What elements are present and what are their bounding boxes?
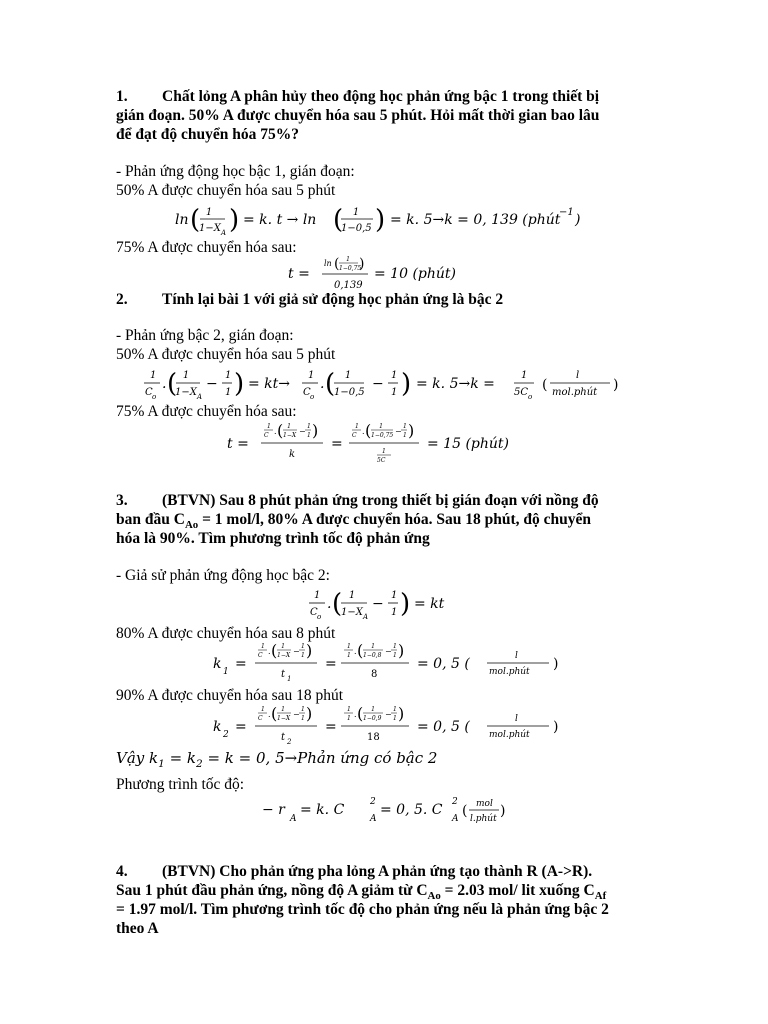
svg-text:.: . [362, 427, 365, 436]
svg-text:): ) [306, 704, 313, 723]
svg-text:1: 1 [281, 643, 285, 650]
svg-text:−: − [385, 710, 392, 719]
svg-text:1: 1 [371, 706, 375, 713]
svg-text:1: 1 [403, 432, 407, 439]
t-denominator: 0,139 [334, 280, 363, 291]
svg-text:1: 1 [347, 643, 351, 650]
svg-text:1−X: 1−X [341, 607, 363, 618]
problem-3-conclusion: Vậy $k_1 = k_2 = k = 0$, 5→Phản ứng có bậc 2 [116, 749, 438, 770]
svg-text:1: 1 [223, 667, 229, 677]
svg-text:1: 1 [281, 706, 285, 713]
problem-3-solution-intro: - Giả sử phản ứng động học bậc 2: [116, 567, 330, 584]
eq-rate-rhs: = kt [414, 596, 445, 612]
frac-num: 1 [205, 207, 213, 218]
svg-text:2: 2 [287, 738, 292, 746]
svg-text:): ) [312, 421, 319, 440]
problem-3-question-line-3: hóa là 90%. Tìm phương trình tốc độ phản ứng [116, 530, 430, 547]
svg-text:=: = [325, 719, 337, 735]
problem-4-question-line-4: theo A [116, 920, 159, 937]
svg-text:.: . [354, 710, 357, 719]
svg-text:−: − [293, 647, 300, 656]
svg-text:−: − [372, 376, 384, 392]
problem-1-question-line-2: gián đoạn. 50% A được chuyển hóa sau 5 phút. Hỏi mất thời gian bao lâu [116, 107, 600, 124]
svg-text:1: 1 [225, 370, 232, 381]
svg-text:1: 1 [347, 715, 351, 722]
svg-text:l: l [576, 370, 580, 381]
svg-text:1: 1 [261, 643, 265, 650]
eq-mid: = k. t → ln [243, 212, 317, 228]
svg-text:−: − [206, 376, 218, 392]
svg-text:1−0,5: 1−0,5 [334, 387, 365, 398]
svg-text:(: ( [271, 641, 278, 660]
paren-open: ( [190, 205, 201, 235]
problem-2-question: 2. Tính lại bài 1 với giả sử động học phản ứng là bậc 2 [116, 291, 504, 308]
svg-text:1: 1 [393, 715, 397, 722]
svg-text:2: 2 [223, 730, 229, 740]
svg-text:): ) [553, 656, 559, 672]
problem-1-equation-k [175, 198, 595, 242]
svg-text:1: 1 [348, 590, 356, 601]
svg-text:C: C [264, 432, 269, 439]
svg-text:(: ( [325, 369, 336, 399]
svg-text:1−0,75: 1−0,75 [339, 265, 362, 272]
svg-text:(: ( [357, 641, 364, 660]
svg-text:1: 1 [225, 387, 232, 398]
svg-text:= k. C: = k. C [300, 802, 345, 818]
problem-2-condition-2: 75% A được chuyển hóa sau: [116, 403, 297, 420]
svg-text:=: = [325, 656, 337, 672]
problem-1-condition: 50% A được chuyển hóa sau 5 phút [116, 182, 336, 199]
svg-text:): ) [375, 205, 386, 235]
svg-text:.: . [268, 710, 271, 719]
svg-text:1: 1 [261, 706, 265, 713]
eq-mid: = kt→ [248, 376, 291, 392]
svg-text:1: 1 [393, 643, 397, 650]
svg-text:.: . [327, 596, 332, 612]
svg-text:1: 1 [314, 590, 321, 601]
svg-text:): ) [306, 641, 313, 660]
svg-text:1: 1 [301, 652, 305, 659]
svg-text:1−X: 1−X [283, 432, 297, 439]
problem-4-question-line-2: Sau 1 phút đầu phản ứng, nồng độ A giảm từ $C_{Ao} = 2.03$ mol/ lit xuống $C_{Af}$ [116, 882, 607, 903]
svg-text:o: o [152, 393, 157, 401]
svg-text:1: 1 [301, 706, 305, 713]
svg-text:A: A [363, 613, 369, 621]
svg-text:8: 8 [371, 669, 378, 680]
svg-text:A: A [197, 393, 203, 401]
svg-text:1: 1 [403, 423, 407, 430]
svg-text:l: l [515, 651, 518, 661]
svg-text:A: A [370, 814, 377, 824]
svg-text:mol: mol [476, 799, 493, 809]
problem-1-solution-intro: - Phản ứng động học bậc 1, gián đoạn: [116, 163, 355, 180]
svg-text:(: ( [277, 421, 284, 440]
svg-text:ln: ln [324, 259, 332, 268]
problem-number: 2. [116, 291, 128, 308]
svg-text:o: o [310, 393, 315, 401]
svg-text:l: l [515, 714, 518, 724]
svg-text:): ) [553, 719, 559, 735]
svg-text:.: . [274, 427, 277, 436]
t-label: t = [227, 436, 249, 452]
svg-text:1: 1 [301, 643, 305, 650]
svg-text:A: A [452, 814, 459, 824]
svg-text:(: ( [542, 377, 548, 393]
svg-text:1: 1 [301, 715, 305, 722]
problem-1-equation-t [288, 254, 488, 294]
svg-text:mol.phút: mol.phút [552, 387, 598, 398]
svg-text:5C: 5C [514, 387, 529, 398]
problem-3-equation-k2 [213, 703, 573, 753]
svg-text:−: − [372, 596, 384, 612]
svg-text:1: 1 [352, 207, 360, 218]
problem-2-solution-intro: - Phản ứng bậc 2, gián đoạn: [116, 327, 294, 344]
frac-den-sub: A [221, 229, 227, 237]
problem-3-condition-2: 90% A được chuyển hóa sau 18 phút [116, 687, 344, 704]
svg-text:(: ( [333, 205, 344, 235]
svg-text:): ) [575, 212, 581, 228]
frac-den: 1−X [199, 223, 221, 234]
svg-text:1: 1 [371, 643, 375, 650]
svg-text:5C: 5C [377, 457, 386, 464]
svg-text:2: 2 [452, 797, 458, 807]
svg-text:1: 1 [393, 706, 397, 713]
svg-text:A: A [290, 814, 297, 824]
svg-text:1: 1 [182, 370, 190, 381]
svg-text:1−X: 1−X [175, 387, 197, 398]
problem-2-equation-t [227, 420, 547, 470]
svg-text:): ) [408, 421, 415, 440]
svg-text:C: C [258, 715, 263, 722]
svg-text:o: o [317, 613, 322, 621]
svg-text:mol.phút: mol.phút [489, 730, 530, 740]
k-label: k [213, 719, 222, 735]
svg-text:1: 1 [521, 370, 528, 381]
svg-text:1: 1 [391, 387, 398, 398]
eq-end: = k. 5→k = 0, 139 (phút [390, 212, 561, 228]
svg-text:t: t [281, 669, 286, 680]
k-label: k [213, 656, 222, 672]
svg-text:mol.phút: mol.phút [489, 667, 530, 677]
svg-text:1: 1 [287, 423, 291, 430]
svg-text:1: 1 [391, 607, 398, 618]
svg-text:): ) [401, 369, 412, 399]
problem-4-question-line-1: 4. (BTVN) Cho phản ứng pha lỏng A phản ứng tạo thành R (A->R). [116, 863, 593, 880]
svg-text:.: . [354, 647, 357, 656]
svg-text:): ) [359, 256, 365, 272]
svg-text:1: 1 [150, 370, 157, 381]
problem-3-rate-label: Phương trình tốc độ: [116, 776, 245, 793]
problem-4-question-line-3: = 1.97 mol/l. Tìm phương trình tốc độ cho phản ứng nếu là phản ứng bậc 2 [116, 901, 609, 918]
svg-text:C: C [352, 432, 357, 439]
svg-text:t: t [281, 732, 286, 743]
svg-text:(: ( [462, 803, 468, 819]
svg-text:(: ( [332, 589, 343, 619]
svg-text:1: 1 [307, 432, 311, 439]
svg-text:): ) [613, 377, 619, 393]
svg-text:(: ( [167, 369, 178, 399]
svg-text:(: ( [365, 421, 372, 440]
problem-3-equation-rate [308, 582, 468, 626]
problem-number: 3. [116, 492, 128, 509]
svg-text:1−X: 1−X [277, 652, 291, 659]
svg-text:−: − [395, 427, 402, 436]
svg-text:k: k [289, 449, 296, 460]
svg-text:1: 1 [355, 423, 359, 430]
frac-den-2: 1−0,5 [341, 223, 372, 234]
svg-text:=: = [331, 436, 343, 452]
svg-text:2: 2 [370, 797, 376, 807]
svg-text:1: 1 [287, 675, 292, 683]
k1-result: = 0, 5 ( [417, 656, 470, 672]
problem-number: 4. [116, 863, 128, 880]
k2-result: = 0, 5 ( [417, 719, 470, 735]
svg-text:C: C [258, 652, 263, 659]
svg-text:− r: − r [262, 802, 285, 818]
problem-3-question-line-1: 3. (BTVN) Sau 8 phút phản ứng trong thiết bị gián đoạn với nồng độ [116, 492, 599, 509]
svg-text:1: 1 [346, 256, 350, 263]
svg-text:1: 1 [347, 652, 351, 659]
svg-text:(: ( [357, 704, 364, 723]
svg-text:): ) [400, 589, 411, 619]
svg-text:.: . [162, 376, 167, 392]
svg-text:(: ( [271, 704, 278, 723]
svg-text:1: 1 [267, 423, 271, 430]
svg-text:(: ( [334, 256, 340, 272]
svg-text:=: = [235, 656, 247, 672]
svg-text:1: 1 [393, 652, 397, 659]
svg-text:.: . [268, 647, 271, 656]
svg-text:= 0, 5. C: = 0, 5. C [380, 802, 443, 818]
svg-text:1: 1 [347, 706, 351, 713]
svg-text:1: 1 [307, 423, 311, 430]
eq-exponent: −1 [559, 207, 574, 218]
svg-text:=: = [235, 719, 247, 735]
t-label: t = [288, 266, 310, 282]
svg-text:−: − [385, 647, 392, 656]
problem-3-question-line-2: ban đầu $C_{Ao} = 1$ mol/l, 80% A được chuyển hóa. Sau 18 phút, độ chuyển [116, 511, 591, 532]
paren-close: ) [229, 205, 240, 235]
svg-text:C: C [310, 607, 318, 618]
problem-2-condition: 50% A được chuyển hóa sau 5 phút [116, 346, 336, 363]
svg-text:−: − [293, 710, 300, 719]
problem-2-equation-k [142, 362, 632, 406]
svg-text:l.phút: l.phút [470, 814, 497, 824]
svg-text:o: o [528, 393, 533, 401]
problem-number: 1. [116, 88, 128, 105]
eq-end: = k. 5→k = [416, 376, 495, 392]
ln-text: ln [175, 212, 189, 228]
svg-text:1: 1 [382, 448, 386, 455]
svg-text:.: . [320, 376, 325, 392]
t-result: = 15 (phút) [427, 436, 509, 452]
svg-text:1−X: 1−X [277, 715, 291, 722]
svg-text:): ) [500, 803, 506, 819]
problem-1-question-line-3: để đạt độ chuyển hóa 75%? [116, 126, 300, 143]
svg-text:1: 1 [391, 370, 398, 381]
svg-text:1−0,8: 1−0,8 [363, 652, 382, 659]
problem-3-equation-k1 [213, 640, 573, 690]
svg-text:C: C [145, 387, 153, 398]
svg-text:18: 18 [367, 732, 380, 743]
svg-text:C: C [303, 387, 311, 398]
svg-text:1: 1 [379, 423, 383, 430]
svg-text:1: 1 [391, 590, 398, 601]
svg-text:): ) [398, 641, 405, 660]
svg-text:): ) [234, 369, 245, 399]
svg-text:1: 1 [308, 370, 315, 381]
problem-1-condition-2: 75% A được chuyển hóa sau: [116, 239, 297, 256]
problem-3-condition-1: 80% A được chuyển hóa sau 8 phút [116, 625, 336, 642]
problem-1-question-line-1: 1. Chất lỏng A phân hủy theo động học phản ứng bậc 1 trong thiết bị [116, 88, 600, 105]
svg-text:1−0,9: 1−0,9 [363, 715, 382, 722]
svg-text:−: − [299, 427, 306, 436]
problem-3-rate-equation [262, 792, 522, 832]
svg-text:1: 1 [344, 370, 352, 381]
t-result: = 10 (phút) [374, 266, 456, 282]
svg-text:1−0,75: 1−0,75 [371, 432, 394, 439]
svg-text:): ) [398, 704, 405, 723]
